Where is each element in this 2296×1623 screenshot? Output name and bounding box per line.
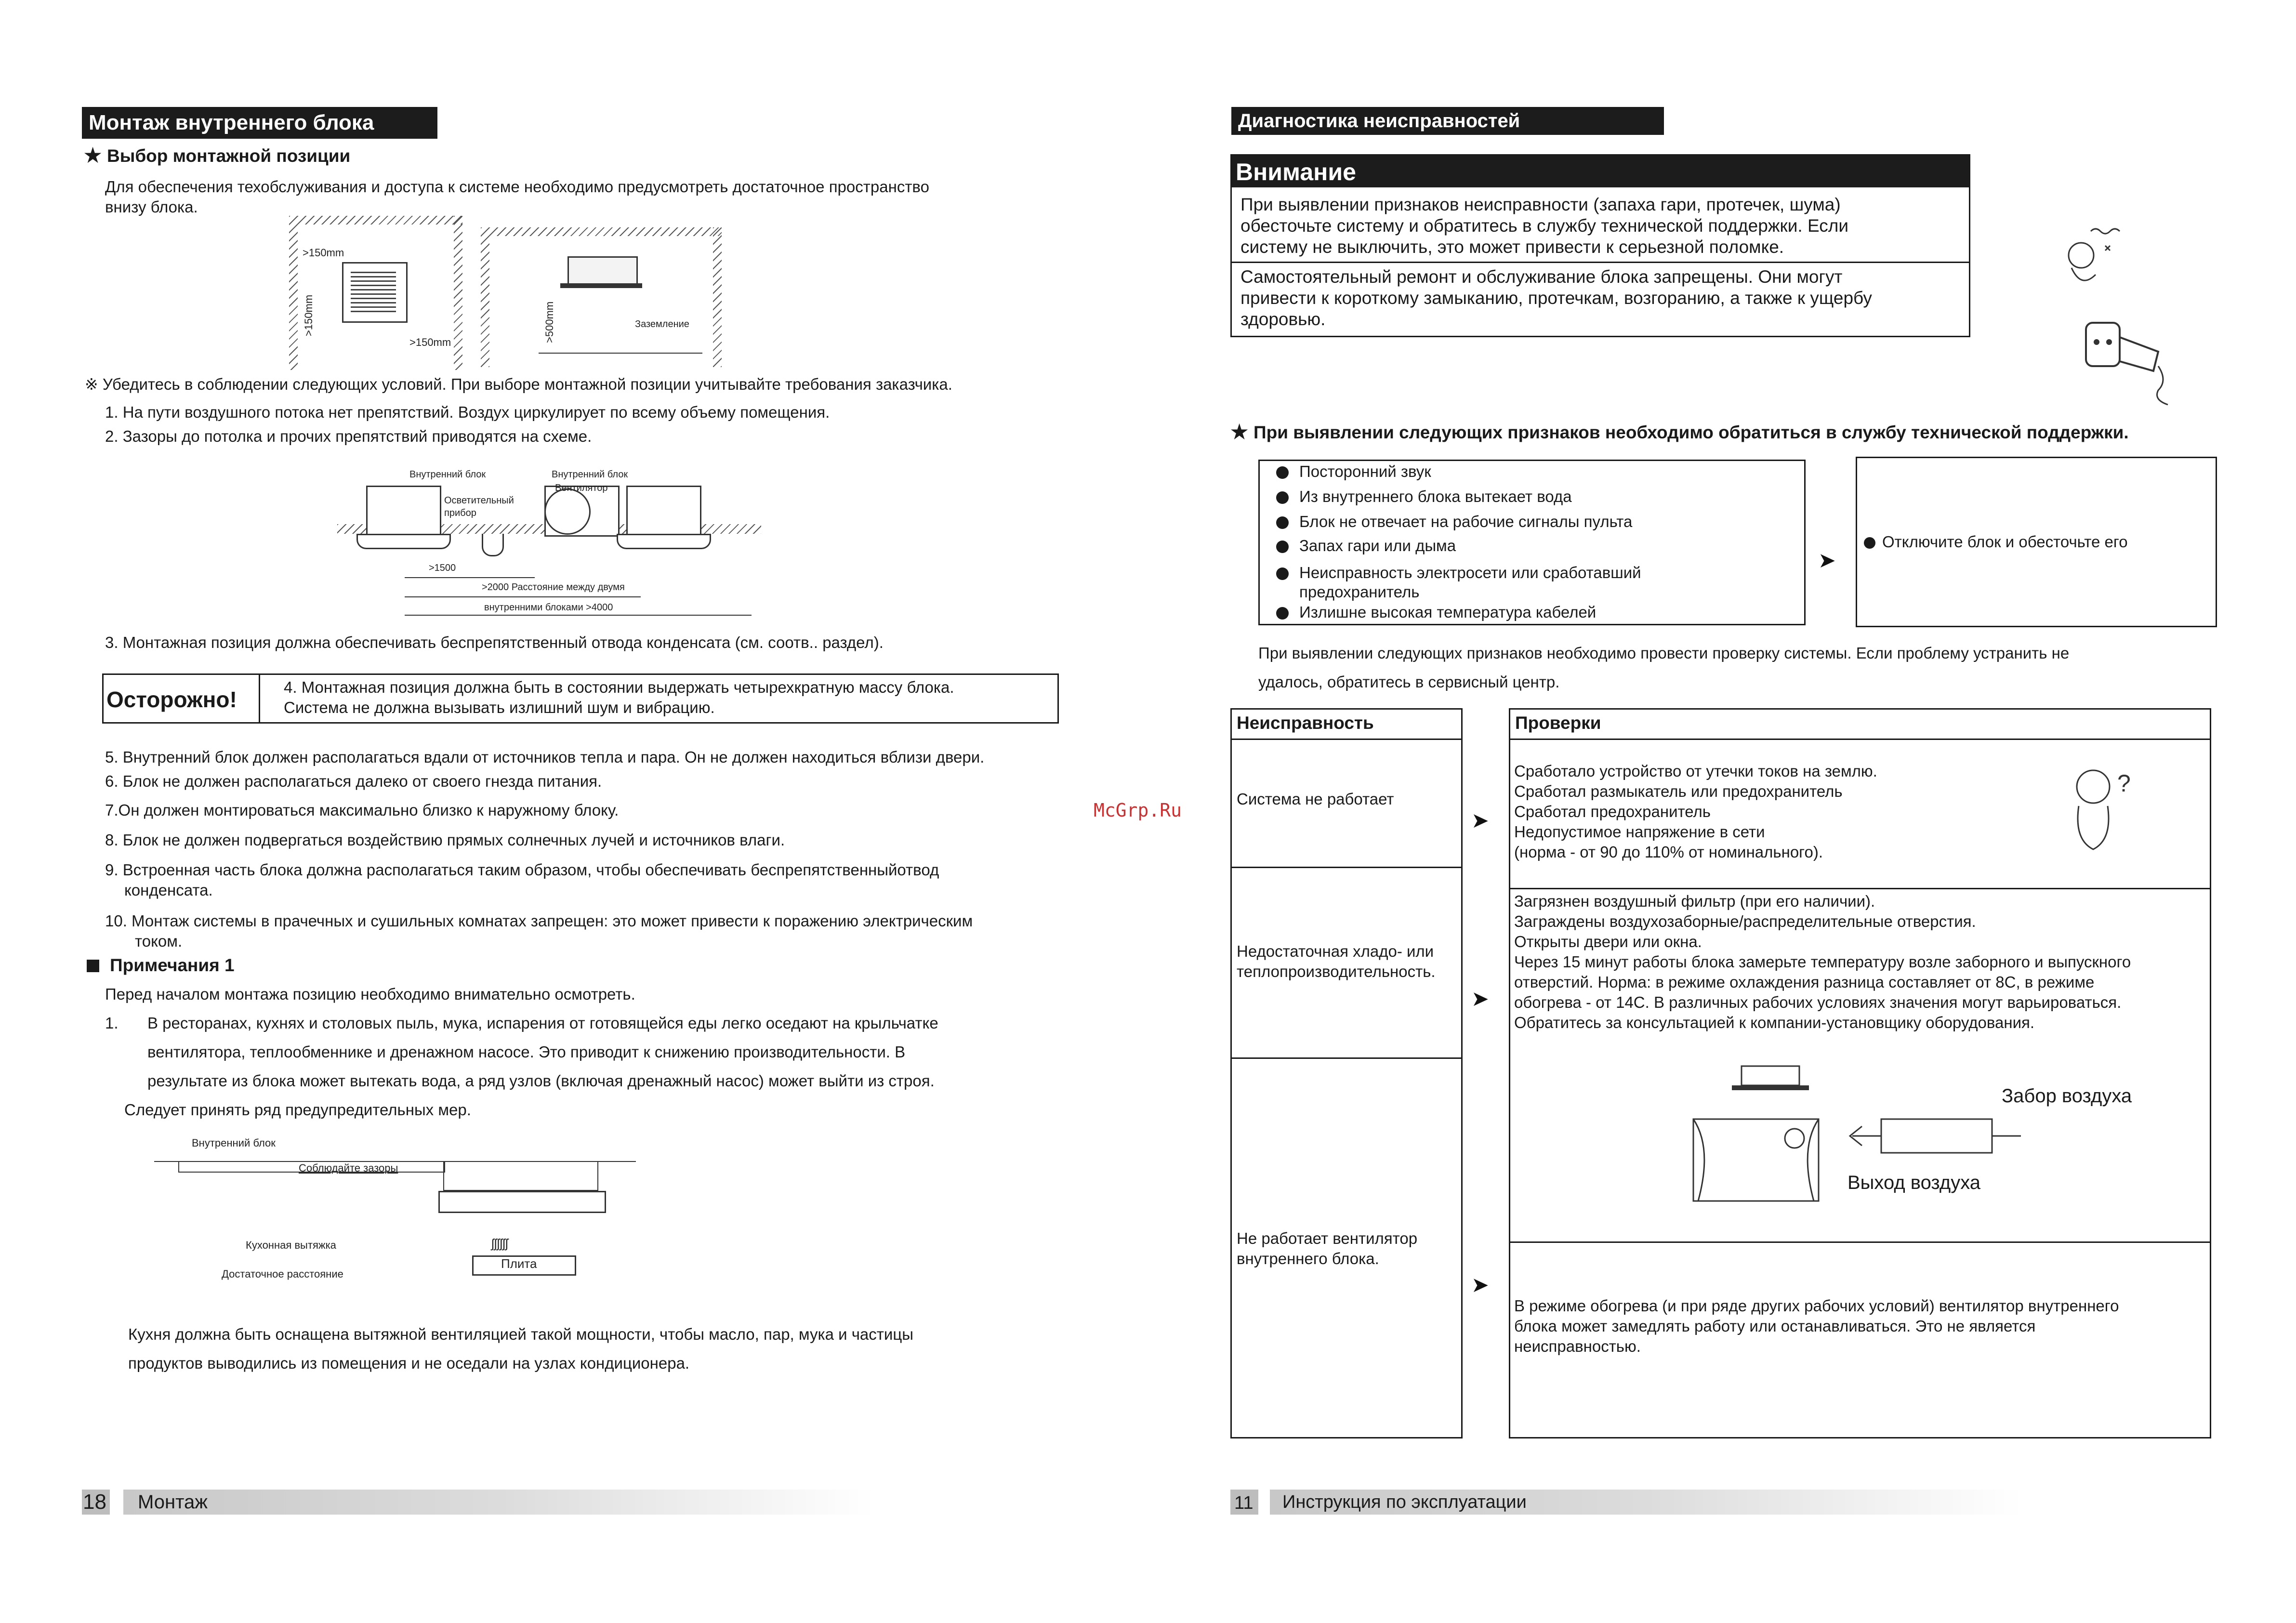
ground-label: Заземление	[635, 319, 689, 330]
check-cell: Обратитесь за консультацией к компании-установщику оборудования.	[1514, 1014, 2035, 1031]
list-item: 10. Монтаж системы в прачечных и сушильных комнатах запрещен: это может привести к поражению электрическим	[105, 912, 973, 930]
list-item: 7.Он должен монтироваться максимально близко к наружному блоку.	[105, 801, 619, 819]
attention-text: При выявлении признаков неисправности (запаха гари, протечек, шума)	[1240, 195, 1841, 214]
fault-column	[1230, 708, 1463, 1438]
symptom-item: Запах гари или дыма	[1276, 535, 1456, 556]
list-item: 2. Зазоры до потолка и прочих препятствий приводятся на схеме.	[105, 427, 592, 445]
caution-line: Система не должна вызывать излишний шум и вибрацию.	[284, 699, 715, 716]
confused-person-illustration	[2064, 758, 2146, 854]
indoor-unit-label: Внутренний блок	[409, 469, 486, 480]
page-number: 18	[83, 1490, 106, 1514]
notes-line: результате из блока может вытекать вода, а ряд узлов (включая дренажный насос) может выйти из строя.	[147, 1072, 935, 1090]
column-header: Проверки	[1515, 713, 1601, 733]
fault-cell: теплопроизводительность.	[1237, 963, 1436, 980]
attention-text: Самостоятельный ремонт и обслуживание блока запрещены. Они могут	[1240, 267, 1843, 287]
check-intro: При выявлении следующих признаков необходимо провести проверку системы. Если проблему устранить не	[1258, 644, 2070, 662]
notes-line: 1.	[105, 1014, 119, 1032]
list-item: 9. Встроенная часть блока должна располагаться таким образом, чтобы обеспечивать беспрепятственныйотвод	[105, 861, 939, 879]
check-cell: Загрязнен воздушный фильтр (при его наличии).	[1514, 892, 1875, 910]
stove-label: Плита	[501, 1256, 537, 1271]
dim-4000: внутренними блоками >4000	[484, 602, 613, 613]
indoor-unit-label-2: Внутренний блок	[552, 469, 628, 480]
dim-2000: >2000 Расстояние между двумя	[482, 582, 625, 593]
dim-1500: >1500	[429, 563, 456, 573]
check-cell: Сработало устройство от утечки токов на землю.	[1514, 762, 1877, 780]
column-header: Неисправность	[1237, 713, 1374, 733]
list-item: током.	[135, 932, 183, 950]
checks-column	[1509, 708, 2211, 1438]
fault-cell: Не работает вентилятор	[1237, 1229, 1418, 1247]
caution-line: 4. Монтажная позиция должна быть в состоянии выдержать четырехкратную массу блока.	[284, 678, 954, 696]
check-cell: Открыты двери или окна.	[1514, 933, 1702, 950]
footer-bar	[123, 1490, 875, 1515]
star-icon: ★	[83, 143, 103, 168]
arrow-right-icon: ➤	[1818, 549, 1836, 572]
watermark: McGrp.Ru	[1094, 800, 1182, 821]
list-item: 3. Монтажная позиция должна обеспечивать беспрепятственный отвода конденсата (см. соотв.. раздел).	[105, 633, 884, 651]
air-outlet-label: Выход воздуха	[1847, 1172, 1980, 1193]
list-item: 6. Блок не должен располагаться далеко от своего гнезда питания.	[105, 772, 602, 790]
notes-title: Примечания 1	[110, 955, 235, 975]
svg-text:?: ?	[2117, 770, 2131, 797]
spacing-diagram	[332, 466, 766, 625]
fault-cell: внутреннего блока.	[1237, 1250, 1379, 1267]
symptom-item: Из внутреннего блока вытекает вода	[1276, 486, 1572, 507]
arrow-right-icon: ➤	[1471, 1273, 1489, 1297]
arrow-right-icon: ➤	[1471, 809, 1489, 832]
dim-150-left: >150mm	[303, 294, 315, 336]
light-label-2: прибор	[444, 508, 476, 518]
bullet-icon	[1864, 537, 1875, 549]
bullet-icon	[1276, 466, 1289, 479]
footer-text: Инструкция по эксплуатации	[1282, 1492, 1527, 1512]
attention-text: здоровью.	[1240, 309, 1326, 329]
symptom-item: Излишне высокая температура кабелей	[1276, 602, 1596, 623]
symptom-item: предохранитель	[1299, 583, 1420, 601]
dim-150-top: >150mm	[303, 247, 344, 259]
check-cell: Недопустимое напряжение в сети	[1514, 823, 1765, 841]
bullet-icon	[1276, 491, 1289, 504]
symptoms-box	[1258, 460, 1806, 625]
attention-text: систему не выключить, это может привести к серьезной поломке.	[1240, 237, 1784, 257]
check-cell: блока может замедлять работу или останавливаться. Это не является	[1514, 1317, 2036, 1335]
distance-label: Достаточное расстояние	[222, 1268, 343, 1280]
outro-line: Кухня должна быть оснащена вытяжной вентиляцией такой мощности, чтобы масло, пар, мука и частицы	[128, 1325, 913, 1343]
attention-text: обесточьте систему и обратитесь в службу технической поддержки. Если	[1240, 216, 1848, 236]
outro-line: продуктов выводились из помещения и не оседали на узлах кондиционера.	[128, 1354, 690, 1372]
person-smoke-illustration	[2047, 217, 2144, 294]
caution-title: Осторожно!	[106, 687, 237, 712]
check-cell: обогрева - от 14С. В различных рабочих условиях значения могут варьироваться.	[1514, 993, 2122, 1011]
action-text: Отключите блок и обесточьте его	[1864, 531, 2128, 553]
hood-label: Кухонная вытяжка	[246, 1239, 336, 1251]
attention-box	[1230, 154, 1970, 337]
support-title: При выявлении следующих признаков необходимо обратиться в службу технической поддержки.	[1254, 422, 2129, 442]
check-cell: (норма - от 90 до 110% от номинального).	[1514, 843, 1823, 861]
notes-line: вентилятора, теплообменнике и дренажном насосе. Это приводит к снижению производительности. В	[147, 1043, 906, 1061]
fault-cell: Недостаточная хладо- или	[1237, 942, 1434, 960]
check-cell: В режиме обогрева (и при ряде других рабочих условий) вентилятор внутреннего	[1514, 1297, 2119, 1315]
footer-text: Монтаж	[138, 1491, 208, 1513]
attention-title: Внимание	[1236, 158, 1356, 185]
arrow-right-icon: ➤	[1471, 987, 1489, 1011]
fan-label: Вентилятор	[555, 483, 608, 493]
right-section-header: Диагностика неисправностей	[1231, 107, 1664, 135]
caution-box	[102, 673, 1059, 724]
notes-line: Перед началом монтажа позицию необходимо внимательно осмотреть.	[105, 985, 635, 1003]
check-cell: Заграждены воздухозаборные/распределительные отверстия.	[1514, 912, 1976, 930]
kitchen-diagram: Внутренний блок Соблюдайте зазоры Кухонная вытяжка Достаточное расстояние ʃʃʃʃʃʃ Плита	[154, 1132, 641, 1291]
symptom-item: Посторонний звук	[1276, 461, 1431, 482]
air-intake-label: Забор воздуха	[2002, 1085, 2132, 1107]
check-cell: Сработал размыкатель или предохранитель	[1514, 782, 1843, 800]
symptom-item: Неисправность электросети или сработавший	[1276, 562, 1641, 583]
plug-illustration	[2072, 313, 2216, 409]
bullet-icon	[1276, 607, 1289, 620]
star-icon: ★	[1229, 419, 1250, 444]
action-box	[1856, 457, 2217, 627]
check-cell: отверстий. Норма: в режиме охлаждения разница составляет от 8С, в режиме	[1514, 973, 2095, 991]
dim-150-bottom: >150mm	[409, 336, 451, 348]
bullet-icon	[1276, 541, 1289, 553]
indoor-unit-label: Внутренний блок	[192, 1137, 276, 1149]
left-subheader: Выбор монтажной позиции	[107, 146, 351, 166]
keep-gaps-label: Соблюдайте зазоры	[299, 1162, 398, 1174]
page-number: 11	[1234, 1493, 1254, 1513]
list-item: 8. Блок не должен подвергаться воздействию прямых солнечных лучей и источников влаги.	[105, 831, 785, 849]
left-section-header: Монтаж внутреннего блока	[82, 107, 437, 139]
list-item: конденсата.	[124, 881, 213, 899]
notes-line: Следует принять ряд предупредительных мер.	[124, 1101, 471, 1119]
intro-line: Для обеспечения техобслуживания и доступа к системе необходимо предусмотреть достаточное пространство	[105, 178, 929, 196]
clearance-diagram-side-view	[481, 227, 722, 367]
fault-cell: Система не работает	[1237, 790, 1394, 808]
conditions-note: ※ Убедитесь в соблюдении следующих условий. При выборе монтажной позиции учитывайте требования заказчика.	[85, 375, 952, 393]
intro-line: внизу блока.	[105, 198, 198, 216]
light-label: Осветительный	[444, 495, 514, 506]
bullet-icon	[1276, 567, 1289, 580]
attention-text: привести к короткому замыканию, протечкам, возгоранию, а также к ущербу	[1240, 288, 1872, 308]
bullet-icon	[1276, 516, 1289, 529]
check-cell: Сработал предохранитель	[1514, 803, 1711, 820]
list-item: 5. Внутренний блок должен располагаться вдали от источников тепла и пара. Он не должен находиться вблизи двери.	[105, 748, 985, 766]
check-cell: Через 15 минут работы блока замерьте температуру возле заборного и выпускного	[1514, 953, 2131, 971]
notes-line: В ресторанах, кухнях и столовых пыль, мука, испарения от готовящейся еды легко оседают на крыльчатке	[147, 1014, 938, 1032]
list-item: 1. На пути воздушного потока нет препятствий. Воздух циркулирует по всему объему помещения.	[105, 403, 830, 421]
dim-500: >500mm	[543, 301, 555, 343]
square-bullet-icon	[87, 960, 99, 972]
check-cell: неисправностью.	[1514, 1337, 1641, 1355]
check-intro: удалось, обратитесь в сервисный центр.	[1258, 673, 1560, 691]
clearance-diagram-top-view	[289, 216, 462, 370]
symptom-item: Блок не отвечает на рабочие сигналы пульта	[1276, 511, 1632, 532]
